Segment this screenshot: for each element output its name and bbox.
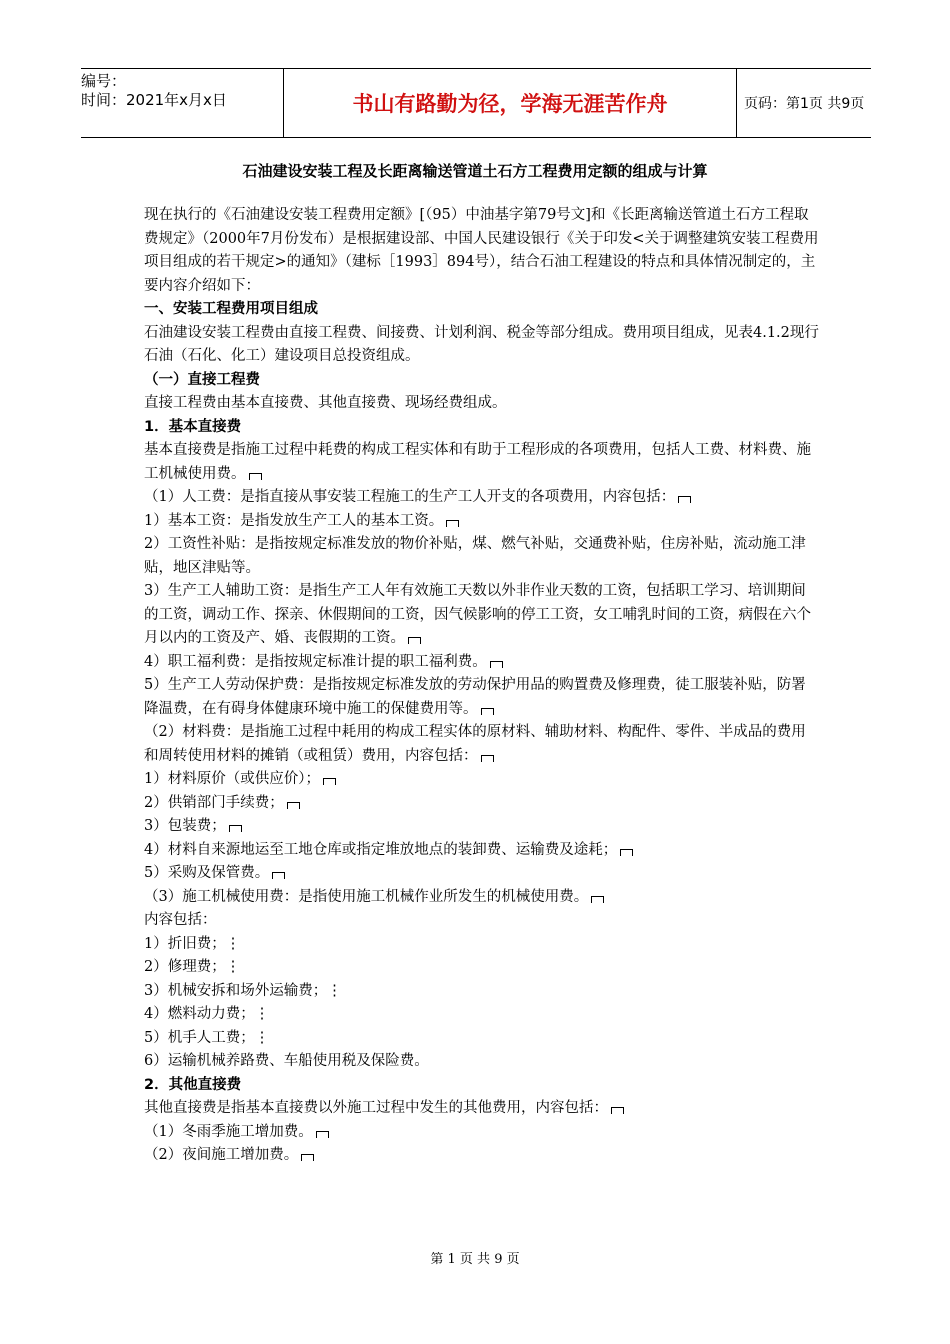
paragraph-text: 4）燃料动力费；⋮: [144, 1006, 270, 1022]
paragraph-mark-icon: [249, 473, 262, 480]
paragraph-text: 直接工程费由基本直接费、其他直接费、现场经费组成。: [144, 395, 507, 411]
body-paragraph: [144, 674, 820, 721]
body-paragraph: [144, 909, 820, 933]
paragraph-mark-icon: [229, 825, 242, 832]
paragraph-text: 2．其他直接费: [144, 1076, 242, 1093]
body-paragraph: [144, 486, 820, 510]
number-label: 编号：: [81, 72, 127, 90]
paragraph-text: 3）生产工人辅助工资：是指生产工人年有效施工天数以外非作业天数的工资，包括职工学习、培训期间的工资，调动工作、探亲、休假期间的工资，因气候影响的停工工资，女工哺乳时间的工资，病假在六个月以内的工资及产、婚、丧假期的工资。: [144, 583, 811, 646]
body-paragraph: [144, 322, 820, 369]
paragraph-text: 内容包括：: [144, 912, 217, 928]
body-paragraph: [144, 439, 820, 486]
paragraph-mark-icon: [611, 1107, 624, 1114]
paragraph-mark-icon: [591, 896, 604, 903]
paragraph-text: （2）材料费：是指施工过程中耗用的构成工程实体的原材料、辅助材料、构配件、零件、半成品的费用和周转使用材料的摊销（或租赁）费用，内容包括：: [144, 724, 806, 764]
body-paragraph: [144, 1144, 820, 1168]
document-title: 石油建设安装工程及长距离输送管道土石方工程费用定额的组成与计算: [242, 162, 708, 180]
paragraph-text: 5）机手人工费；⋮: [144, 1029, 270, 1046]
body-paragraph: [144, 933, 820, 957]
paragraph-mark-icon: [301, 1154, 314, 1161]
paragraph-text: 基本直接费是指施工过程中耗费的构成工程实体和有助于工程形成的各项费用，包括人工费、材料费、施工机械使用费。: [144, 442, 811, 482]
paragraph-text: 一、安装工程费用项目组成: [144, 301, 318, 317]
paragraph-mark-icon: [481, 708, 494, 715]
section-heading: [144, 298, 820, 322]
paragraph-mark-icon: [446, 520, 459, 527]
paragraph-mark-icon: [316, 1131, 329, 1138]
paragraph-text: 3）包装费；: [144, 818, 226, 834]
body-paragraph: [144, 580, 820, 651]
paragraph-text: 5）采购及保管费。: [144, 865, 270, 881]
section-heading: [144, 1074, 820, 1098]
paragraph-text: 5）生产工人劳动保护费：是指按规定标准发放的劳动保护用品的购置费及修理费，徒工服装补贴，防署降温费，在有碍身体健康环境中施工的保健费用等。: [144, 677, 806, 717]
paragraph-text: 现在执行的《石油建设安装工程费用定额》[（95）中油基字第79号文]和《长距离输送管道土石方工程取费规定》（2000年7月份发布）是根据建设部、中国人民建设银行《关于印发<关于调整建筑安装工程费用项目组成的若干规定>的通知》（建标［1993］894号），结合石油工程建设的特点和具体情况制定的，主要内容介绍如下：: [144, 207, 819, 294]
body-paragraph: [144, 956, 820, 980]
paragraph-mark-icon: [620, 849, 633, 856]
body-paragraph: [144, 862, 820, 886]
paragraph-text: 2）工资性补贴：是指按规定标准发放的物价补贴，煤、燃气补贴，交通费补贴，住房补贴，流动施工津贴，地区津贴等。: [144, 536, 806, 576]
body-paragraph: [144, 651, 820, 675]
document-body: [144, 204, 820, 1168]
paragraph-text: （1）人工费：是指直接从事安装工程施工的生产工人开支的各项费用，内容包括：: [144, 489, 676, 505]
paragraph-mark-icon: [481, 755, 494, 762]
section-heading: [144, 369, 820, 393]
paragraph-text: （3）施工机械使用费：是指使用施工机械作业所发生的机械使用费。: [144, 888, 589, 905]
body-paragraph: [144, 533, 820, 580]
paragraph-text: 6）运输机械养路费、车船使用税及保险费。: [144, 1053, 429, 1069]
paragraph-text: 1）折旧费；⋮: [144, 935, 241, 952]
body-paragraph: [144, 1121, 820, 1145]
body-paragraph: [144, 792, 820, 816]
body-paragraph: [144, 1050, 820, 1074]
paragraph-text: 4）材料自来源地运至工地仓库或指定堆放地点的装卸费、运输费及途耗；: [144, 841, 618, 858]
page-header: [81, 68, 871, 138]
paragraph-text: 其他直接费是指基本直接费以外施工过程中发生的其他费用，内容包括：: [144, 1100, 608, 1116]
paragraph-text: 4）职工福利费：是指按规定标准计提的职工福利费。: [144, 653, 487, 670]
paragraph-mark-icon: [490, 661, 503, 668]
paragraph-text: 1）基本工资：是指发放生产工人的基本工资。: [144, 512, 444, 529]
paragraph-text: （2）夜间施工增加费。: [144, 1147, 299, 1163]
body-paragraph: [144, 392, 820, 416]
paragraph-text: （1）冬雨季施工增加费。: [144, 1123, 313, 1140]
body-paragraph: [144, 510, 820, 534]
body-paragraph: [144, 768, 820, 792]
header-motto: 书山有路勤为径，学海无涯苦作舟: [283, 69, 737, 137]
paragraph-text: 石油建设安装工程费由直接工程费、间接费、计划利润、税金等部分组成。费用项目组成，见表4.1.2现行石油（石化、化工）建设项目总投资组成。: [144, 324, 819, 364]
section-heading: [144, 416, 820, 440]
paragraph-text: 3）机械安拆和场外运输费；⋮: [144, 982, 342, 999]
body-paragraph: [144, 839, 820, 863]
paragraph-text: 1．基本直接费: [144, 418, 242, 435]
body-paragraph: [144, 980, 820, 1004]
body-paragraph: [144, 886, 820, 910]
paragraph-mark-icon: [272, 872, 285, 879]
body-paragraph: [144, 1027, 820, 1051]
paragraph-mark-icon: [678, 496, 691, 503]
paragraph-text: （一）直接工程费: [144, 371, 260, 388]
paragraph-mark-icon: [408, 637, 421, 644]
paragraph-mark-icon: [287, 802, 300, 809]
paragraph-text: 2）修理费；⋮: [144, 959, 241, 975]
body-paragraph: [144, 815, 820, 839]
body-paragraph: [144, 204, 820, 298]
body-paragraph: [144, 721, 820, 768]
paragraph-mark-icon: [323, 778, 336, 785]
date-label: 时间：2021年x月x日: [81, 91, 227, 109]
paragraph-text: 1）材料原价（或供应价）；: [144, 771, 320, 787]
header-meta: [81, 69, 281, 140]
body-paragraph: [144, 1003, 820, 1027]
header-page-info: 页码：第1页 共9页: [744, 96, 865, 112]
page-footer: 第 1 页 共 9 页: [430, 1252, 520, 1267]
paragraph-text: 2）供销部门手续费；: [144, 794, 284, 811]
body-paragraph: [144, 1097, 820, 1121]
